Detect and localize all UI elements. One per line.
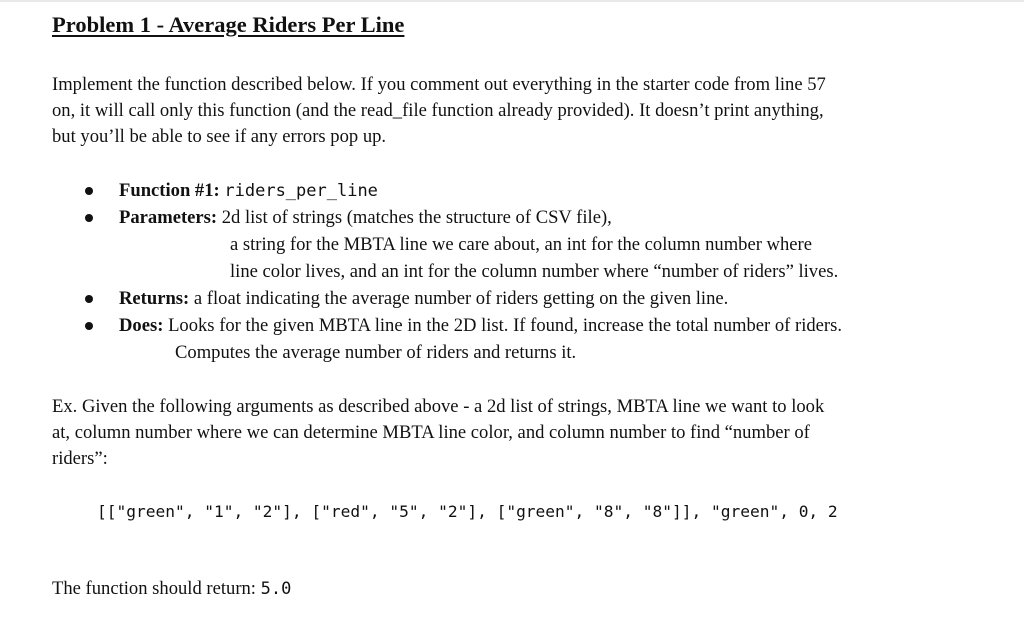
returns-label: Returns: [119, 288, 190, 309]
top-border [0, 0, 1024, 2]
function-name: riders_per_line [224, 181, 378, 201]
parameters-text-1: 2d list of strings (matches the structure of CSV file), [221, 207, 612, 228]
intro-paragraph [52, 72, 826, 150]
bullet-dot-icon [85, 322, 93, 330]
does-text-1: Looks for the given MBTA line in the 2D list. If found, increase the total number of riders. [168, 315, 842, 336]
function-label: Function #1: [119, 180, 220, 201]
parameters-text-2: a string for the MBTA line we care about, an int for the column number where [230, 234, 812, 255]
parameters-text-3: line color lives, and an int for the column number where “number of riders” lives. [230, 261, 839, 282]
bullet-dot-icon [85, 295, 93, 303]
example-line-1: Ex. Given the following arguments as described above - a 2d list of strings, MBTA line we want to look [52, 396, 825, 417]
intro-line-2: on, it will call only this function (and the read_file function already provided). It doesn’t print anything, [52, 100, 824, 121]
return-value: 5.0 [260, 579, 292, 599]
page-title: Problem 1 - Average Riders Per Line [52, 12, 405, 37]
expected-return [52, 576, 291, 602]
parameters-label: Parameters: [119, 207, 218, 228]
intro-line-3: but you’ll be able to see if any errors pop up. [52, 126, 387, 147]
example-line-3: riders”: [52, 448, 108, 469]
bullet-dot-icon [85, 187, 93, 195]
example-paragraph [52, 394, 824, 472]
does-label: Does: [119, 315, 164, 336]
example-code: [["green", "1", "2"], ["red", "5", "2"], ["green", "8", "8"]], "green", 0, 2 [97, 502, 838, 521]
intro-line-1: Implement the function described below. If you comment out everything in the starter code from line 57 [52, 74, 826, 95]
bullet-dot-icon [85, 214, 93, 222]
return-label: The function should return: [52, 578, 261, 599]
does-text-2: Computes the average number of riders and returns it. [175, 342, 577, 363]
returns-text: a float indicating the average number of riders getting on the given line. [193, 288, 729, 309]
example-line-2: at, column number where we can determine MBTA line color, and column number to find “number of [52, 422, 810, 443]
